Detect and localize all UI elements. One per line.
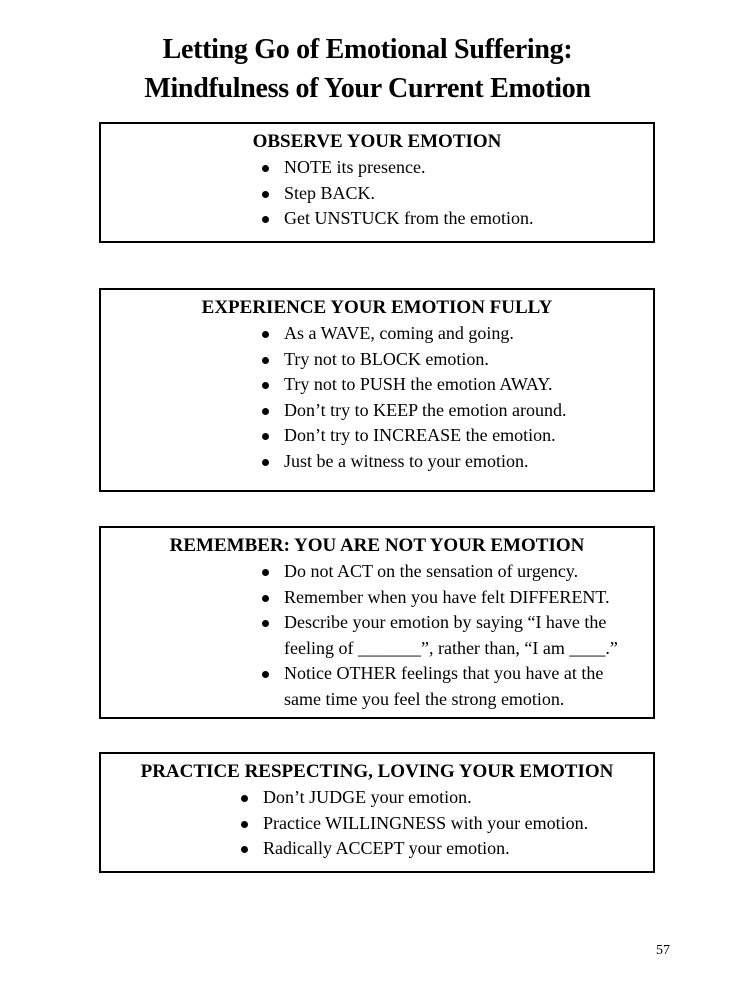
list-item: NOTE its presence.: [262, 155, 533, 181]
bullet-icon: [241, 795, 248, 802]
list-item: Notice OTHER feelings that you have at the same time you feel the strong emotion.: [262, 661, 618, 712]
list-item: Try not to BLOCK emotion.: [262, 347, 566, 373]
list-item: Remember when you have felt DIFFERENT.: [262, 585, 618, 611]
section-heading: REMEMBER: YOU ARE NOT YOUR EMOTION: [169, 535, 585, 556]
section-heading: EXPERIENCE YOUR EMOTION FULLY: [201, 297, 553, 318]
list-item: Try not to PUSH the emotion AWAY.: [262, 372, 566, 398]
section-observe-emotion: [99, 122, 655, 243]
section-list: [262, 155, 533, 232]
section-list: [241, 785, 588, 862]
page-title: [0, 30, 735, 108]
bullet-icon: [262, 433, 269, 440]
section-heading: OBSERVE YOUR EMOTION: [252, 131, 502, 152]
bullet-icon: [241, 821, 248, 828]
page-number: 57: [656, 943, 670, 958]
list-item: Don’t JUDGE your emotion.: [241, 785, 588, 811]
section-respecting-emotion: [99, 752, 655, 873]
bullet-icon: [262, 671, 269, 678]
bullet-icon: [262, 216, 269, 223]
section-not-your-emotion: [99, 526, 655, 719]
section-list: [262, 559, 618, 712]
list-item: Step BACK.: [262, 181, 533, 207]
bullet-icon: [262, 331, 269, 338]
bullet-icon: [262, 165, 269, 172]
list-item: Get UNSTUCK from the emotion.: [262, 206, 533, 232]
list-item: As a WAVE, coming and going.: [262, 321, 566, 347]
list-item: Radically ACCEPT your emotion.: [241, 836, 588, 862]
bullet-icon: [241, 846, 248, 853]
bullet-icon: [262, 459, 269, 466]
bullet-icon: [262, 191, 269, 198]
bullet-icon: [262, 382, 269, 389]
list-item: Don’t try to KEEP the emotion around.: [262, 398, 566, 424]
bullet-icon: [262, 357, 269, 364]
bullet-icon: [262, 569, 269, 576]
list-item: Just be a witness to your emotion.: [262, 449, 566, 475]
section-list: [262, 321, 566, 474]
bullet-icon: [262, 620, 269, 627]
list-item: Don’t try to INCREASE the emotion.: [262, 423, 566, 449]
section-heading: PRACTICE RESPECTING, LOVING YOUR EMOTION: [140, 761, 614, 782]
bullet-icon: [262, 595, 269, 602]
list-item: Practice WILLINGNESS with your emotion.: [241, 811, 588, 837]
title-line-2: Mindfulness of Your Current Emotion: [144, 73, 591, 104]
title-line-1: Letting Go of Emotional Suffering:: [162, 34, 573, 65]
list-item: Do not ACT on the sensation of urgency.: [262, 559, 618, 585]
bullet-icon: [262, 408, 269, 415]
section-experience-emotion: [99, 288, 655, 492]
list-item: Describe your emotion by saying “I have the feeling of _______”, rather than, “I am ____.”: [262, 610, 618, 661]
